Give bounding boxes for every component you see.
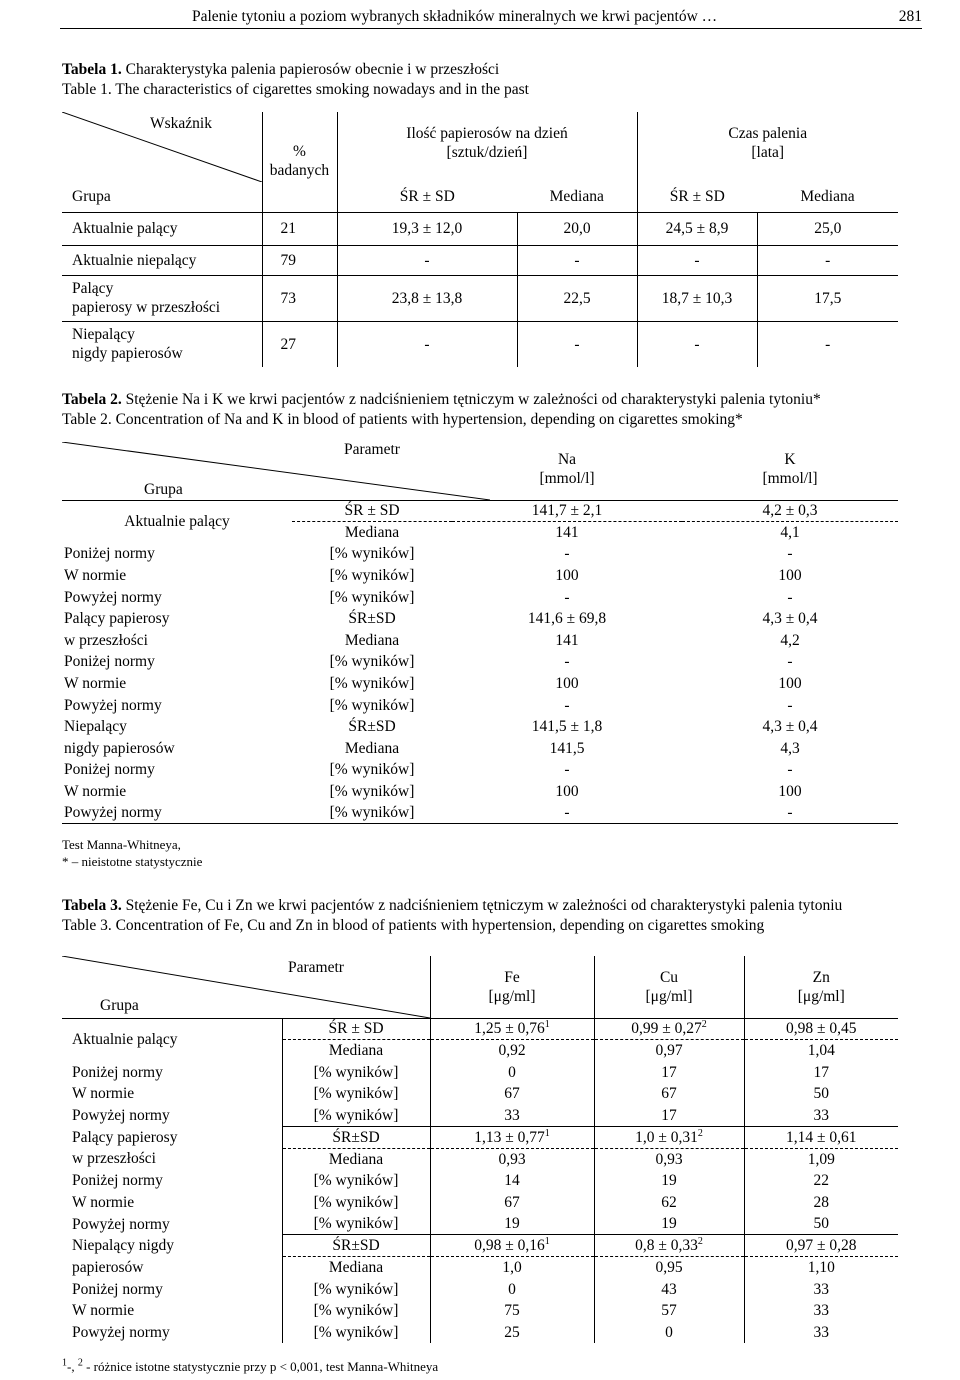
table1-corner-top: Wskaźnik	[150, 115, 212, 132]
table2-row	[62, 608, 898, 630]
table3-fe	[430, 1083, 594, 1105]
table2-row	[62, 565, 898, 587]
table3-fe	[430, 1148, 594, 1170]
table1-group: Aktualnie niepalący	[62, 245, 262, 275]
table2-corner-bottom: Grupa	[144, 481, 183, 498]
table3-param: [% wyników]	[282, 1278, 430, 1300]
table3-zn	[744, 1192, 898, 1214]
table1-col-count: Ilość papierosów na dzień [sztuk/dzień]	[337, 112, 637, 182]
table2-group: W normie	[64, 567, 127, 585]
table3-fe-value: 1,13 ± 0,77	[474, 1128, 545, 1146]
table3-param: [% wyników]	[282, 1300, 430, 1322]
table2-col-na: Na [mmol/l]	[539, 451, 595, 487]
table3-caption	[62, 896, 940, 936]
table3-group: Poniżej normy	[62, 1061, 282, 1083]
table3-param: ŚR±SD	[282, 1126, 430, 1148]
table2-param: [% wyników]	[329, 653, 415, 671]
table2-note-ns: * – nieistotne statystycznie	[62, 854, 203, 869]
footnote-text: - różnice istotne statystycznie przy p < 0,001, test Manna-Whitneya	[82, 1359, 439, 1374]
table3-zn	[744, 1018, 898, 1040]
table3-fe-value: 0,93	[498, 1150, 526, 1168]
table3-cu-value: 17	[661, 1106, 677, 1124]
table2-group: nigdy papierosów	[64, 739, 175, 757]
table2-title-en: Table 2. Concentration of Na and K in blood of patients with hypertension, depending on cigarettes smoking*	[62, 411, 743, 428]
table2-param: Mediana	[344, 631, 400, 649]
table2-k: 4,3	[780, 739, 800, 757]
table2-col-k: K [mmol/l]	[762, 451, 818, 487]
table3-zn-value: 33	[813, 1302, 829, 1320]
table1-col-time: Czas palenia [lata]	[637, 112, 898, 182]
table1-cell: 24,5 ± 8,9	[637, 212, 757, 245]
table3-cu	[594, 1257, 744, 1279]
table2-na: 100	[555, 567, 579, 585]
table3-row	[62, 1235, 898, 1257]
table1-cell: -	[337, 245, 517, 275]
table2-row	[62, 694, 898, 716]
table1-group: Niepalący nigdy papierosów	[62, 321, 262, 367]
table1-pct: 21	[262, 212, 337, 245]
table2-row	[62, 543, 898, 565]
table2-k: -	[787, 761, 793, 779]
table3-zn-value: 33	[813, 1280, 829, 1298]
table2-group: Powyżej normy	[64, 696, 162, 714]
table3-zn	[744, 1257, 898, 1279]
table1-cell: -	[517, 245, 637, 275]
table3-fe	[430, 1126, 594, 1148]
table3-zn	[744, 1300, 898, 1322]
table3-title-en: Table 3. Concentration of Fe, Cu and Zn in blood of patients with hypertension, depending on cigarettes smoking	[62, 917, 765, 934]
table3-corner	[62, 956, 430, 1018]
table2-param: [% wyników]	[329, 545, 415, 563]
table3-group: Poniżej normy	[62, 1278, 282, 1300]
table3-zn	[744, 1278, 898, 1300]
table1-cell: -	[517, 321, 637, 367]
table2-k: -	[787, 545, 793, 563]
table3-group: Powyżej normy	[62, 1213, 282, 1235]
table3-cu-value: 0,8 ± 0,33	[635, 1237, 698, 1255]
table2-group: Powyżej normy	[64, 804, 162, 822]
table3-group: Aktualnie palący	[62, 1018, 282, 1061]
table1-pct: 27	[262, 321, 337, 367]
table2-group: Poniżej normy	[64, 545, 155, 563]
table3-group: Poniżej normy	[62, 1170, 282, 1192]
table3-param: ŚR ± SD	[282, 1018, 430, 1040]
table3-cu-sup: 2	[701, 1019, 707, 1031]
table2-param: Mediana	[344, 524, 400, 542]
table1-corner	[62, 112, 262, 182]
table3-cu	[594, 1278, 744, 1300]
table3-cu-value: 57	[661, 1302, 677, 1320]
table3-zn	[744, 1213, 898, 1235]
table1-row	[62, 321, 898, 367]
table3-fe	[430, 1322, 594, 1344]
table3-param: [% wyników]	[282, 1170, 430, 1192]
table2-corner-top: Parametr	[344, 441, 400, 458]
table3-cu-value: 62	[661, 1193, 677, 1211]
table3-corner-top: Parametr	[288, 959, 344, 976]
table3-zn	[744, 1126, 898, 1148]
table2-row	[62, 738, 898, 760]
table3-fe	[430, 1235, 594, 1257]
table1-sub: ŚR ± SD	[337, 182, 517, 212]
table3-row	[62, 1192, 898, 1214]
table3-cu	[594, 1235, 744, 1257]
table3-fe-sup: 1	[544, 1019, 550, 1031]
table3-fe-value: 33	[504, 1106, 520, 1124]
table3-cu-value: 19	[661, 1172, 677, 1190]
table3-cu	[594, 1170, 744, 1192]
table3-param: [% wyników]	[282, 1061, 430, 1083]
table3-fe-value: 75	[504, 1302, 520, 1320]
table2-param: [% wyników]	[329, 783, 415, 801]
table3-row	[62, 1126, 898, 1148]
table2-na: 100	[555, 783, 579, 801]
table3-group: Niepalący nigdy	[62, 1235, 282, 1257]
table1-group: Aktualnie palący	[62, 212, 262, 245]
table2-na: -	[564, 653, 570, 671]
table2-row	[62, 651, 898, 673]
table2-group: Niepalący	[64, 718, 127, 736]
table3-zn-value: 0,97 ± 0,28	[785, 1237, 857, 1255]
table2-param: [% wyników]	[329, 761, 415, 779]
table2-group: Poniżej normy	[64, 653, 155, 671]
table1-cell: -	[825, 251, 831, 269]
table3-cu-value: 19	[661, 1215, 677, 1233]
table2-group: Powyżej normy	[64, 588, 162, 606]
table3-title-pl: Stężenie Fe, Cu i Zn we krwi pacjentów z nadciśnieniem tętniczym w zależności od charakterystyki palenia tytoniu	[125, 897, 843, 914]
table3-zn	[744, 1105, 898, 1127]
table3-cu	[594, 1061, 744, 1083]
table3-footnote	[62, 1358, 438, 1375]
table2-row	[62, 759, 898, 781]
table2-na: 141,6 ± 69,8	[527, 610, 607, 628]
table3-fe	[430, 1213, 594, 1235]
table3-zn-value: 22	[813, 1172, 829, 1190]
table3-zn	[744, 1235, 898, 1257]
table3-zn-value: 17	[813, 1063, 829, 1081]
table1-cell: 20,0	[517, 212, 637, 245]
table3-cu	[594, 1300, 744, 1322]
table3-param: Mediana	[282, 1040, 430, 1062]
table2-row	[62, 673, 898, 695]
table3-fe-value: 0,98 ± 0,16	[474, 1237, 545, 1255]
table3-group: papierosów	[62, 1257, 282, 1279]
table3-cu	[594, 1083, 744, 1105]
table1-cell: 19,3 ± 12,0	[337, 212, 517, 245]
table2-param: [% wyników]	[329, 588, 415, 606]
table2-row	[62, 500, 898, 522]
page-number: 281	[898, 8, 922, 25]
table3-param: [% wyników]	[282, 1192, 430, 1214]
table2-param: [% wyników]	[329, 675, 415, 693]
table3-fe	[430, 1105, 594, 1127]
table1-sub: ŚR ± SD	[637, 182, 757, 212]
table2-na: 100	[555, 675, 579, 693]
table1-sub: Mediana	[800, 188, 855, 206]
table1-cell: 23,8 ± 13,8	[337, 275, 517, 321]
table1-sub: Mediana	[549, 188, 604, 206]
table3-group: W normie	[62, 1192, 282, 1214]
table3-fe-value: 14	[504, 1172, 520, 1190]
running-title: Palenie tytoniu a poziom wybranych składników mineralnych we krwi pacjentów …	[192, 8, 718, 25]
table3-fe	[430, 1278, 594, 1300]
table2-note	[62, 836, 202, 870]
table3-group: w przeszłości	[62, 1148, 282, 1170]
table1	[62, 112, 898, 367]
table3-row	[62, 1105, 898, 1127]
table1-cell: 25,0	[814, 220, 842, 237]
table3-zn-value: 1,14 ± 0,61	[785, 1128, 857, 1146]
footnote-sup1: 1	[62, 1357, 67, 1369]
table3-cu-value: 43	[661, 1280, 677, 1298]
table2-param: [% wyników]	[329, 567, 415, 585]
table2-na: 141,7 ± 2,1	[452, 500, 682, 522]
table3-row	[62, 1257, 898, 1279]
table3-cu	[594, 1018, 744, 1040]
table3-fe-value: 0	[508, 1063, 516, 1081]
table1-cell: 18,7 ± 10,3	[637, 275, 757, 321]
table3-row	[62, 1061, 898, 1083]
table2-group: w przeszłości	[64, 631, 148, 649]
table1-label: Tabela 1.	[62, 61, 122, 78]
table2-param: [% wyników]	[329, 696, 415, 714]
table3-row	[62, 1278, 898, 1300]
table2-group: W normie	[64, 783, 127, 801]
table2-na: -	[564, 696, 570, 714]
table3-group: Powyżej normy	[62, 1322, 282, 1344]
table1-col-pct: % badanych	[269, 143, 330, 179]
table3-fe-value: 67	[504, 1085, 520, 1103]
running-header	[60, 0, 922, 29]
table3-cu	[594, 1040, 744, 1062]
table3-param: Mediana	[282, 1148, 430, 1170]
table2-na: -	[564, 545, 570, 563]
table3-zn	[744, 1148, 898, 1170]
table3-zn	[744, 1040, 898, 1062]
table3-cu	[594, 1213, 744, 1235]
table3-fe	[430, 1040, 594, 1062]
table3-param: Mediana	[282, 1257, 430, 1279]
table3-fe	[430, 1018, 594, 1040]
table2	[62, 442, 898, 824]
table3-cu-value: 67	[661, 1085, 677, 1103]
table1-pct: 73	[262, 275, 337, 321]
table2-label: Tabela 2.	[62, 391, 122, 408]
table3-zn	[744, 1083, 898, 1105]
table3-zn-value: 50	[813, 1215, 829, 1233]
table2-k: -	[787, 588, 793, 606]
table2-group: Palący papierosy	[64, 610, 170, 628]
table3-cu	[594, 1105, 744, 1127]
table1-title-pl: Charakterystyka palenia papierosów obecnie i w przeszłości	[125, 61, 500, 78]
table3-fe	[430, 1061, 594, 1083]
table2-na: -	[564, 588, 570, 606]
table3-cu-value: 0,99 ± 0,27	[631, 1020, 702, 1038]
table2-row	[62, 586, 898, 608]
table1-cell: -	[637, 245, 757, 275]
table3-param: [% wyników]	[282, 1083, 430, 1105]
table3-group: W normie	[62, 1300, 282, 1322]
table3-cu	[594, 1192, 744, 1214]
table3-col-fe: Fe [μg/ml]	[430, 956, 594, 1018]
table2-note-test: Test Manna-Whitneya,	[62, 837, 181, 852]
table2-row	[62, 716, 898, 738]
table3-cu-value: 17	[661, 1063, 677, 1081]
table3-fe-value: 0	[508, 1280, 516, 1298]
table3-row	[62, 1083, 898, 1105]
table3-zn-value: 33	[813, 1323, 829, 1341]
table3-fe-value: 25	[504, 1323, 520, 1341]
table3-row	[62, 1018, 898, 1040]
table1-cell: 17,5	[814, 289, 842, 307]
table1-group: Palący papierosy w przeszłości	[62, 275, 262, 321]
table3-label: Tabela 3.	[62, 897, 122, 914]
table3-cu	[594, 1148, 744, 1170]
table3-corner-bottom: Grupa	[100, 997, 139, 1014]
table1-corner-bottom: Grupa	[62, 182, 262, 212]
table1-cell: -	[337, 321, 517, 367]
table3-param: ŚR±SD	[282, 1235, 430, 1257]
table1-title-en: Table 1. The characteristics of cigarettes smoking nowadays and in the past	[62, 81, 529, 98]
table3-row	[62, 1300, 898, 1322]
table3-group: Powyżej normy	[62, 1105, 282, 1127]
table3-param: [% wyników]	[282, 1322, 430, 1344]
table2-caption	[62, 390, 940, 430]
table3-fe	[430, 1170, 594, 1192]
table2-k: -	[787, 696, 793, 714]
table3-zn-value: 33	[813, 1106, 829, 1124]
table3-fe-value: 1,25 ± 0,76	[474, 1020, 545, 1038]
footnote-sup2: 2	[77, 1357, 83, 1369]
table3-fe-value: 1,0	[502, 1259, 522, 1277]
table2-k: -	[787, 804, 793, 822]
table2-param: [% wyników]	[329, 804, 415, 822]
table2-k: 100	[778, 783, 802, 801]
table1-row	[62, 245, 898, 275]
table3-row	[62, 1170, 898, 1192]
table2-k: 4,3 ± 0,4	[762, 610, 818, 628]
table3-cu-value: 0,93	[655, 1150, 683, 1168]
table1-caption	[62, 60, 940, 100]
table1-row	[62, 212, 898, 245]
table2-na: -	[564, 804, 570, 822]
table3-cu-value: 0	[665, 1323, 673, 1341]
table3-group: W normie	[62, 1083, 282, 1105]
table3-cu-value: 0,95	[655, 1259, 683, 1277]
table2-group: Aktualnie palący	[124, 513, 230, 531]
table3-cu-value: 1,0 ± 0,31	[635, 1128, 698, 1146]
table3-zn-value: 0,98 ± 0,45	[785, 1020, 857, 1038]
table1-pct: 79	[262, 245, 337, 275]
table2-k: 4,1	[780, 524, 800, 542]
table3-fe-sup: 1	[544, 1236, 550, 1248]
table2-na: 141,5	[549, 739, 585, 757]
table3-zn-value: 1,10	[807, 1259, 835, 1277]
table2-group: W normie	[64, 675, 127, 693]
table2-na: 141	[555, 524, 579, 542]
table3-param: [% wyników]	[282, 1105, 430, 1127]
table3-param: [% wyników]	[282, 1213, 430, 1235]
table3-fe	[430, 1300, 594, 1322]
table3-row	[62, 1322, 898, 1344]
table3-zn-value: 1,04	[807, 1042, 835, 1060]
table3-fe-value: 0,92	[498, 1042, 526, 1060]
table2-k: 4,2 ± 0,3	[682, 500, 898, 522]
table3-zn-value: 50	[813, 1085, 829, 1103]
table3-cu-sup: 2	[697, 1236, 703, 1248]
table3-row	[62, 1213, 898, 1235]
table3-zn-value: 28	[813, 1193, 829, 1211]
table2-k: 4,3 ± 0,4	[762, 718, 818, 736]
footnote-sep: -,	[67, 1359, 78, 1374]
table3-zn	[744, 1322, 898, 1344]
table2-param: ŚR ± SD	[292, 500, 452, 522]
table3-fe-value: 19	[504, 1215, 520, 1233]
table3-fe-value: 67	[504, 1193, 520, 1211]
table2-na: -	[564, 761, 570, 779]
table3-col-zn: Zn [μg/ml]	[744, 956, 898, 1018]
table3	[62, 956, 898, 1343]
table2-k: 100	[778, 675, 802, 693]
table3-zn	[744, 1061, 898, 1083]
table2-row	[62, 802, 898, 824]
table3-fe	[430, 1257, 594, 1279]
table2-param: Mediana	[344, 739, 400, 757]
table1-cell: 22,5	[517, 275, 637, 321]
table3-cu	[594, 1126, 744, 1148]
table3-fe	[430, 1192, 594, 1214]
table2-row	[62, 630, 898, 652]
table3-cu	[594, 1322, 744, 1344]
table3-row	[62, 1148, 898, 1170]
table3-cu-value: 0,97	[655, 1042, 683, 1060]
table2-k: 4,2	[780, 631, 800, 649]
table1-row	[62, 275, 898, 321]
table1-cell: -	[637, 321, 757, 367]
table3-cu-sup: 2	[697, 1127, 703, 1139]
table2-na: 141	[555, 631, 579, 649]
table3-fe-sup: 1	[544, 1127, 550, 1139]
table2-na: 141,5 ± 1,8	[531, 718, 603, 736]
table3-col-cu: Cu [μg/ml]	[594, 956, 744, 1018]
table3-zn	[744, 1170, 898, 1192]
table2-param: ŚR±SD	[348, 610, 396, 628]
table2-title-pl: Stężenie Na i K we krwi pacjentów z nadciśnieniem tętniczym w zależności od charakterystyki palenia tytoniu*	[125, 391, 821, 408]
table2-k: 100	[778, 567, 802, 585]
table3-group: Palący papierosy	[62, 1126, 282, 1148]
table2-corner	[62, 442, 452, 500]
table2-k: -	[787, 653, 793, 671]
table2-row	[62, 781, 898, 803]
table2-group: Poniżej normy	[64, 761, 155, 779]
table3-zn-value: 1,09	[807, 1150, 835, 1168]
table1-cell: -	[825, 335, 831, 353]
table2-param: ŚR±SD	[348, 718, 396, 736]
